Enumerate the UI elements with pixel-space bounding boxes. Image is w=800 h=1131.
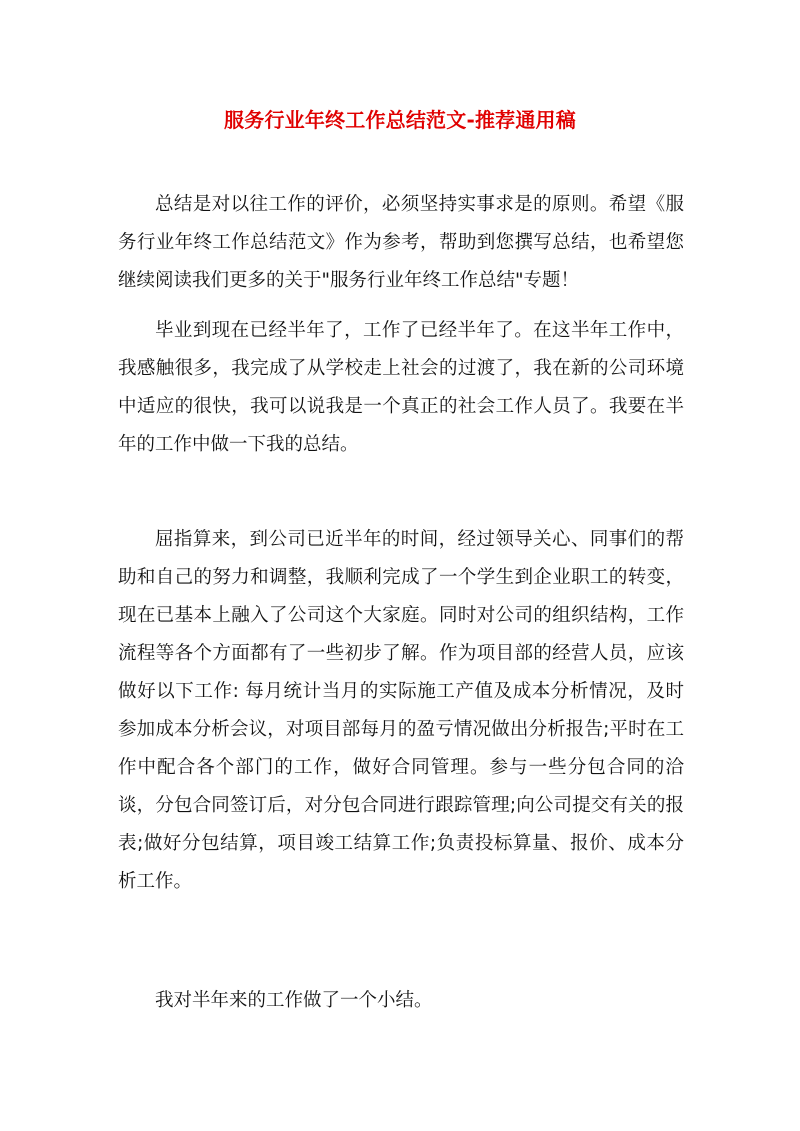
paragraph-intro: 总结是对以往工作的评价，必须坚持实事求是的原则。希望《服务行业年终工作总结范文》作为参考，帮助到您撰写总结，也希望您继续阅读我们更多的关于"服务行业年终工作总结"专题！ [118,194,684,291]
document-title: 服务行业年终工作总结范文-推荐通用稿 [224,108,576,132]
paragraph-work-duties: 屈指算来，到公司已近半年的时间，经过领导关心、同事们的帮助和自己的努力和调整，我顺利完成了一个学生到企业职工的转变，现在已基本上融入了公司这个大家庭。同时对公司的组织结构，工作流程等各个方面都有了一些初步了解。作为项目部的经营人员，应该做好以下工作: 每月统计当月的实际施工产值及成本分析情况，及时参加成本分析会议，对项目部每月的盈亏情况做出分析报告;平时在工作中配合各个部门的工作，做好合同管理。参与一些分包合同的洽谈，分包合同签订后，对分包合同进行跟踪管理;向公司提交有关的报表;做好分包结算，项目竣工结算工作;负责投标算量、报价、成本分析工作。 [118,529,684,892]
paragraph-summary: 我对半年来的工作做了一个小结。 [155,990,433,1011]
paragraph-graduation: 毕业到现在已经半年了，工作了已经半年了。在这半年工作中，我感触很多，我完成了从学校走上社会的过渡了，我在新的公司环境中适应的很快，我可以说我是一个真正的社会工作人员了。我要在半年的工作中做一下我的总结。 [118,320,684,455]
